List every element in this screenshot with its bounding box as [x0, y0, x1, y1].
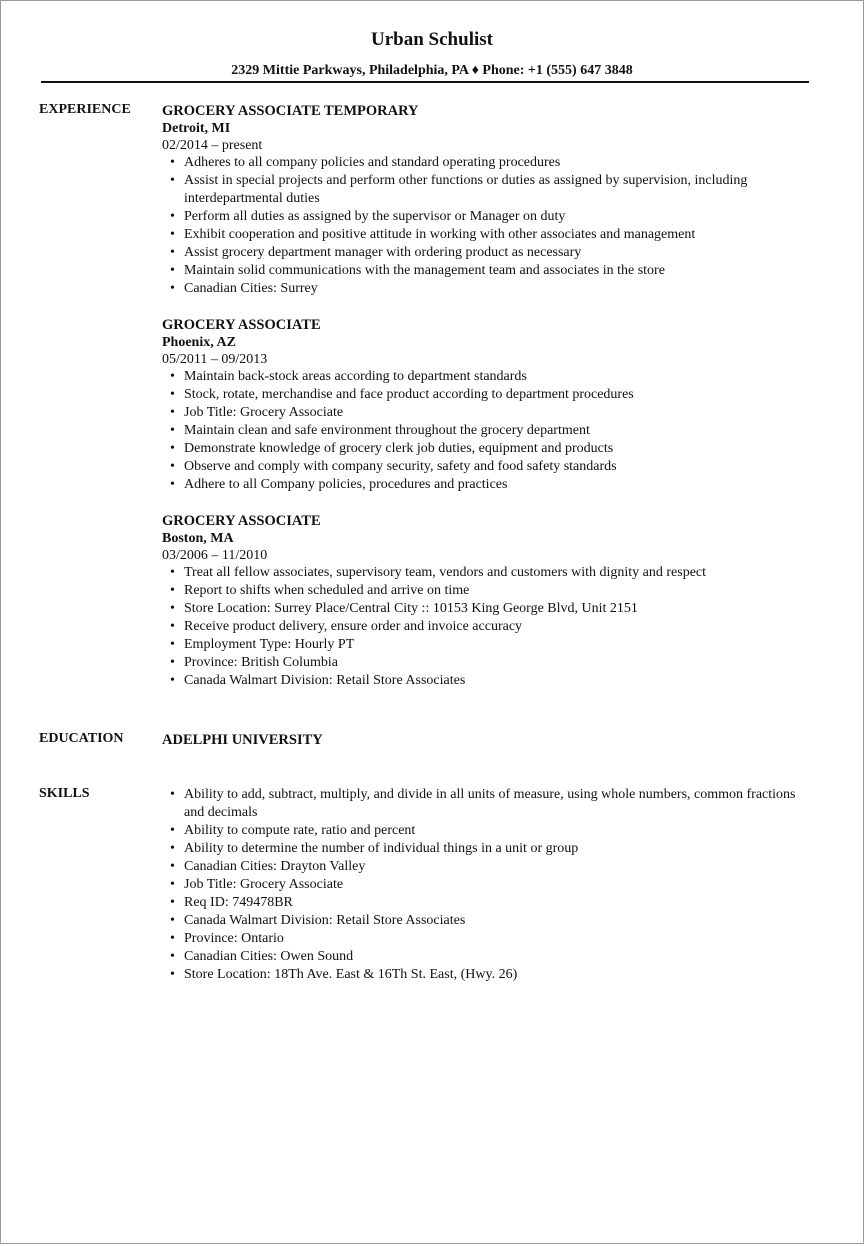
school-name: ADELPHI UNIVERSITY [162, 732, 323, 748]
list-item: • Canada Walmart Division: Retail Store Associates [184, 912, 812, 930]
job-location: Detroit, MI [162, 121, 231, 136]
list-item: • Adhere to all Company policies, procedures and practices [184, 476, 812, 494]
job-location: Boston, MA [162, 531, 234, 546]
list-item: • Ability to add, subtract, multiply, and divide in all units of measure, using whole numbers, common fractions and decimals [184, 786, 812, 822]
list-item: • Req ID: 749478BR [184, 894, 812, 912]
list-item: • Province: Ontario [184, 930, 812, 948]
job-duties [162, 564, 812, 690]
list-item: • Receive product delivery, ensure order and invoice accuracy [184, 618, 812, 636]
list-item: • Job Title: Grocery Associate [184, 876, 812, 894]
list-item: • Canada Walmart Division: Retail Store Associates [184, 672, 812, 690]
job-duties [162, 154, 812, 298]
list-item: • Adheres to all company policies and standard operating procedures [184, 154, 812, 172]
list-item: • Employment Type: Hourly PT [184, 636, 812, 654]
contact-line: 2329 Mittie Parkways, Philadelphia, PA ♦ Phone: +1 (555) 647 3848 [231, 63, 633, 78]
list-item: • Report to shifts when scheduled and arrive on time [184, 582, 812, 600]
list-item: • Stock, rotate, merchandise and face product according to department procedures [184, 386, 812, 404]
list-item: • Demonstrate knowledge of grocery clerk job duties, equipment and products [184, 440, 812, 458]
job-duties [162, 368, 812, 494]
section-title-education: EDUCATION [39, 731, 124, 746]
list-item: • Treat all fellow associates, supervisory team, vendors and customers with dignity and respect [184, 564, 812, 582]
job-entry [162, 316, 812, 494]
list-item: • Ability to compute rate, ratio and percent [184, 822, 812, 840]
list-item: • Canadian Cities: Owen Sound [184, 948, 812, 966]
list-item: • Maintain solid communications with the management team and associates in the store [184, 262, 812, 280]
job-dates: 02/2014 – present [162, 138, 263, 153]
list-item: • Assist grocery department manager with ordering product as necessary [184, 244, 812, 262]
list-item: • Store Location: 18Th Ave. East & 16Th St. East, (Hwy. 26) [184, 966, 812, 984]
candidate-name: Urban Schulist [371, 29, 493, 50]
job-dates: 05/2011 – 09/2013 [162, 352, 268, 367]
header-divider [41, 81, 809, 83]
list-item: • Job Title: Grocery Associate [184, 404, 812, 422]
list-item: • Maintain clean and safe environment throughout the grocery department [184, 422, 812, 440]
list-item: • Canadian Cities: Surrey [184, 280, 812, 298]
list-item: • Observe and comply with company security, safety and food safety standards [184, 458, 812, 476]
experience-list [162, 102, 812, 708]
list-item: • Ability to determine the number of individual things in a unit or group [184, 840, 812, 858]
section-title-skills: SKILLS [39, 786, 90, 801]
job-dates: 03/2006 – 11/2010 [162, 548, 268, 563]
job-title: GROCERY ASSOCIATE [162, 317, 321, 333]
education-list [162, 731, 812, 749]
section-title-experience: EXPERIENCE [39, 102, 131, 117]
job-entry [162, 512, 812, 690]
list-item: • Perform all duties as assigned by the supervisor or Manager on duty [184, 208, 812, 226]
list-item: • Canadian Cities: Drayton Valley [184, 858, 812, 876]
job-entry [162, 102, 812, 298]
list-item: • Maintain back-stock areas according to department standards [184, 368, 812, 386]
list-item: • Assist in special projects and perform other functions or duties as assigned by supervision, including interdepartmental duties [184, 172, 812, 208]
skills-bullets [162, 786, 812, 984]
job-title: GROCERY ASSOCIATE [162, 513, 321, 529]
list-item: • Province: British Columbia [184, 654, 812, 672]
job-title: GROCERY ASSOCIATE TEMPORARY [162, 103, 419, 119]
job-location: Phoenix, AZ [162, 335, 236, 350]
list-item: • Exhibit cooperation and positive attitude in working with other associates and management [184, 226, 812, 244]
list-item: • Store Location: Surrey Place/Central City :: 10153 King George Blvd, Unit 2151 [184, 600, 812, 618]
skills-list [162, 786, 812, 984]
